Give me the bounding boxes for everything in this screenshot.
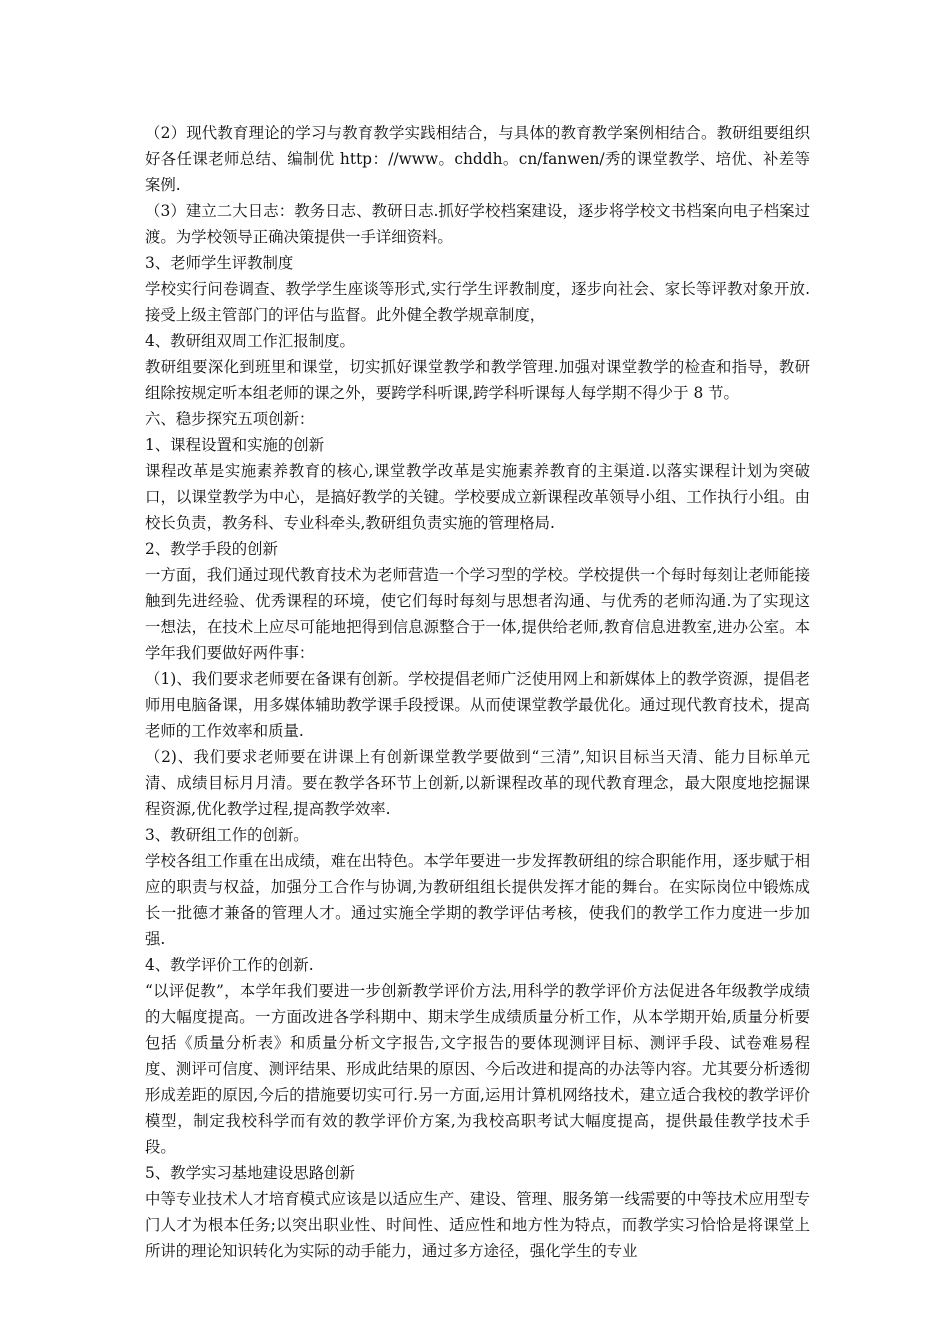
paragraph-teaching-means: 一方面，我们通过现代教育技术为老师营造一个学习型的学校。学校提供一个每时每刻让老师能接触到先进经验、优秀课程的环境，使它们每时每刻与思想者沟通、与优秀的老师沟通.为了实现这一想法，在技术上应尽可能地把得到信息源整合于一体,提供给老师,教育信息进教室,进办公室。本学年我们要做好两件事： [145,566,810,662]
paragraph-lesson-prep: （1)、我们要求老师要在备课有创新。学校提倡老师广泛使用网上和新媒体上的教学资源，提倡老师用电脑备课，用多媒体辅助教学课手段授课。从而使课堂教学最优化。通过现代教育技术，提高老师的工作效率和质量. [145,670,810,740]
paragraph-two-logs: （3）建立二大日志：教务日志、教研日志.抓好学校档案建设，逐步将学校文书档案向电子档案过渡。为学校领导正确决策提供一手详细资料。 [145,202,810,246]
paragraph-theory-practice: （2）现代教育理论的学习与教育教学实践相结合，与具体的教育教学案例相结合。教研组要组织好各任课老师总结、编制优 http：//www。chddh。cn/fanwen/秀的课堂教学、培优、补差等案例. [145,124,810,194]
heading-biweekly-report: 4、教研组双周工作汇报制度。 [145,332,355,350]
paragraph-evaluation-innovation: “以评促教”，本学年我们要进一步创新教学评价方法,用科学的教学评价方法促进各年级教学成绩的大幅度提高。一方面改进各学科期中、期末学生成绩质量分析工作，从本学期开始,质量分析要包括《质量分析表》和质量分析文字报告,文字报告的要体现测评目标、测评手段、试卷难易程度、测评可信度、测评结果、形成此结果的原因、今后改进和提高的办法等内容。尤其要分析透彻形成差距的原因,今后的措施要切实可行.另一方面,运用计算机网络技术，建立适合我校的教学评价模型，制定我校科学而有效的教学评价方案,为我校高职考试大幅度提高，提供最佳教学技术手段。 [145,982,810,1156]
paragraph-student-evaluation: 学校实行问卷调查、教学学生座谈等形式,实行学生评教制度，逐步向社会、家长等评教对象开放.接受上级主管部门的评估与监督。此外健全教学规章制度， [145,280,810,324]
heading-student-evaluation: 3、老师学生评教制度 [145,254,294,272]
heading-internship-base: 5、教学实习基地建设思路创新 [145,1164,355,1182]
heading-teaching-means: 2、教学手段的创新 [145,540,278,558]
paragraph-internship-base: 中等专业技术人才培育模式应该是以适应生产、建设、管理、服务第一线需要的中等技术应用型专门人才为根本任务;以突出职业性、时间性、适应性和地方性为特点，而教学实习恰恰是将课堂上所讲的理论知识转化为实际的动手能力，通过多方途径，强化学生的专业 [145,1190,810,1260]
heading-group-work: 3、教研组工作的创新。 [145,826,309,844]
paragraph-group-work: 学校各组工作重在出成绩，难在出特色。本学年要进一步发挥教研组的综合职能作用，逐步赋于相应的职责与权益，加强分工合作与协调,为教研组组长提供发挥才能的舞台。在实际岗位中锻炼成长一批德才兼备的管理人才。通过实施全学期的教学评估考核，使我们的教学工作力度进一步加强. [145,852,810,948]
paragraph-biweekly-report: 教研组要深化到班里和课堂，切实抓好课堂教学和教学管理.加强对课堂教学的检查和指导，教研组除按规定听本组老师的课之外，要跨学科听课,跨学科听课每人每学期不得少于 8 节。 [145,358,810,402]
heading-curriculum-innovation: 1、课程设置和实施的创新 [145,436,325,454]
paragraph-lecture-innovation: （2)、我们要求老师要在讲课上有创新课堂教学要做到“三清”,知识目标当天清、能力目标单元清、成绩目标月月清。要在教学各环节上创新,以新课程改革的现代教育理念，最大限度地挖掘课程资源,优化教学过程,提高教学效率. [145,748,810,818]
heading-five-innovations: 六、稳步探究五项创新： [145,410,315,428]
paragraph-curriculum-innovation: 课程改革是实施素养教育的核心,课堂教学改革是实施素养教育的主渠道.以落实课程计划为突破口，以课堂教学为中心，是搞好教学的关键。学校要成立新课程改革领导小组、工作执行小组。由校长负责，教务科、专业科牵头,教研组负责实施的管理格局. [145,462,810,532]
document-page [145,120,810,1264]
heading-evaluation-innovation: 4、教学评价工作的创新. [145,956,314,974]
